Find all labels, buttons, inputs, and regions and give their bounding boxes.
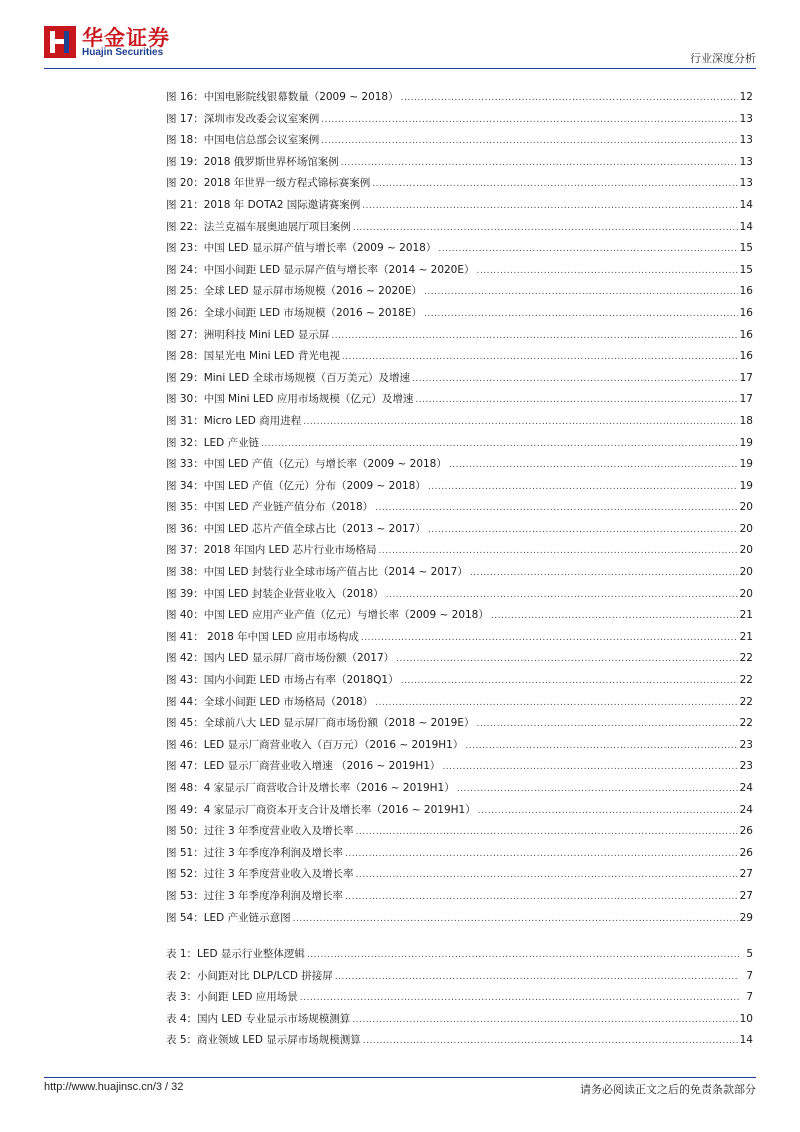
figure-toc-entry[interactable]: [166, 348, 753, 370]
toc-entry-page: 23: [739, 738, 753, 751]
toc-entry-label: 图 33：中国 LED 产值（亿元）与增长率（2009 ~ 2018）: [166, 458, 447, 471]
toc-entry-label: 图 45：全球前八大 LED 显示屏厂商市场份额（2018 ~ 2019E）: [166, 717, 475, 730]
toc-entry-label: 图 27：洲明科技 Mini LED 显示屏: [166, 328, 330, 341]
toc-entry-label: 图 20：2018 年世界一级方程式锦标赛案例: [166, 177, 371, 190]
toc-entry-page: 20: [739, 501, 753, 514]
toc-entry-page: 19: [739, 479, 753, 492]
toc-entry-label: 图 19：2018 俄罗斯世界杯场馆案例: [166, 155, 339, 168]
dot-leader: [352, 1015, 737, 1025]
dot-leader: [363, 1036, 738, 1046]
figure-toc-entry[interactable]: [166, 413, 753, 435]
dot-leader: [321, 136, 737, 146]
figure-toc-entry[interactable]: [166, 132, 753, 154]
toc-entry-label: 图 37：2018 年国内 LED 芯片行业市场格局: [166, 544, 377, 557]
toc-entry-page: 24: [739, 803, 753, 816]
toc-entry-label: 图 21：2018 年 DOTA2 国际邀请赛案例: [166, 198, 361, 211]
toc-entry-page: 20: [739, 587, 753, 600]
dot-leader: [449, 460, 738, 470]
toc-entry-label: 图 26：全球小间距 LED 市场规模（2016 ~ 2018E）: [166, 306, 422, 319]
toc-entry-page: 24: [739, 782, 753, 794]
toc-entry-page: 17: [739, 393, 753, 406]
table-toc-entry[interactable]: [166, 968, 753, 990]
dot-leader: [303, 417, 737, 427]
toc-entry-page: 20: [739, 566, 753, 579]
toc-entry-page: 22: [739, 674, 753, 687]
dot-leader: [401, 676, 738, 686]
toc-entry-label: 图 22：法兰克福车展奥迪展厅项目案例: [166, 220, 351, 233]
toc-entry-page: 21: [739, 630, 753, 643]
toc-entry-label: 图 29：Mini LED 全球市场规模（百万美元）及增速: [166, 371, 410, 384]
figure-toc-entry[interactable]: [166, 391, 753, 413]
toc-entry-label: 图 44：全球小间距 LED 市场格局（2018）: [166, 695, 374, 708]
dot-leader: [477, 266, 738, 276]
toc-entry-page: 10: [739, 1012, 753, 1025]
dot-leader: [401, 93, 738, 103]
toc-entry-label: 图 23：中国 LED 显示屏产值与增长率（2009 ~ 2018）: [166, 242, 437, 255]
toc-entry-page: 14: [739, 198, 753, 211]
toc-entry-page: 13: [739, 134, 753, 147]
dot-leader: [335, 972, 739, 982]
dot-leader: [379, 546, 738, 556]
figure-toc-entry[interactable]: [166, 89, 753, 111]
toc-entry-page: 17: [739, 371, 753, 384]
toc-entry-page: 13: [739, 177, 753, 190]
toc-entry-label: 图 46：LED 显示厂商营业收入（百万元）（2016 ~ 2019H1）: [166, 738, 464, 751]
dot-leader: [438, 244, 737, 254]
toc-entry-label: 图 51：过往 3 年季度净利润及增长率: [166, 846, 344, 859]
dot-leader: [478, 806, 738, 816]
dot-leader: [356, 870, 738, 880]
toc-entry-page: 22: [739, 652, 753, 665]
toc-entry-label: 图 39：中国 LED 封装企业营业收入（2018）: [166, 587, 384, 600]
toc-entry-page: 14: [739, 220, 753, 233]
toc-entry-label: 图 30：中国 Mini LED 应用市场规模（亿元）及增速: [166, 393, 414, 406]
dot-leader: [362, 201, 737, 211]
toc-entry-page: 13: [739, 112, 753, 125]
toc-entry-label: 表 1：LED 显示行业整体逻辑: [166, 948, 305, 960]
figure-toc-entry[interactable]: [166, 910, 753, 932]
toc-entry-label: 图 16：中国电影院线银幕数量（2009 ~ 2018）: [166, 91, 399, 103]
toc-entry-label: 图 41： 2018 年中国 LED 应用市场构成: [166, 630, 359, 643]
dot-leader: [428, 525, 738, 535]
table-toc-entry[interactable]: [166, 946, 753, 968]
figure-toc-entry[interactable]: [166, 542, 753, 564]
figure-toc-entry[interactable]: [166, 758, 753, 780]
page-header: [0, 0, 800, 70]
toc-entry-label: 图 28：国星光电 Mini LED 背光电视: [166, 350, 340, 363]
dot-leader: [342, 352, 738, 362]
dot-leader: [424, 287, 738, 297]
dot-leader: [353, 223, 738, 233]
figure-toc-entry[interactable]: [166, 456, 753, 478]
figure-toc-entry[interactable]: [166, 780, 753, 802]
dot-leader: [375, 503, 737, 513]
toc-entry-label: 图 24：中国小间距 LED 显示屏产值与增长率（2014 ~ 2020E）: [166, 263, 475, 276]
figure-toc-entry[interactable]: [166, 823, 753, 845]
figure-toc-entry[interactable]: [166, 154, 753, 176]
dot-leader: [477, 719, 738, 729]
dot-leader: [415, 395, 737, 405]
figure-toc-entry[interactable]: [166, 499, 753, 521]
toc-entry-label: 图 17：深圳市发改委会议室案例: [166, 112, 320, 125]
toc-entry-page: 16: [739, 350, 753, 363]
figure-toc-entry[interactable]: [166, 478, 753, 500]
dot-leader: [345, 892, 738, 902]
toc-entry-page: 16: [739, 328, 753, 341]
dot-leader: [372, 179, 737, 189]
toc-entry-label: 表 4：国内 LED 专业显示市场规模测算: [166, 1012, 351, 1025]
figure-toc-entry[interactable]: [166, 262, 753, 284]
toc-entry-label: 图 43：国内小间距 LED 市场占有率（2018Q1）: [166, 674, 399, 687]
brand-name-en: Huajin Securities: [82, 47, 164, 58]
header-divider: [44, 68, 756, 69]
toc-entry-page: 12: [739, 91, 753, 103]
dot-leader: [428, 482, 738, 492]
toc-entry-label: 图 40：中国 LED 应用产业产值（亿元）与增长率（2009 ~ 2018）: [166, 609, 489, 622]
toc-entry-page: 23: [739, 760, 753, 773]
toc-entry-page: 20: [739, 544, 753, 557]
figure-toc-entry[interactable]: [166, 327, 753, 349]
toc-entry-label: 图 42：国内 LED 显示屏厂商市场份额（2017）: [166, 652, 395, 665]
table-toc-entry[interactable]: [166, 989, 753, 1011]
figure-toc-entry[interactable]: [166, 866, 753, 888]
footer-divider: [44, 1077, 756, 1078]
footer-url-page: http://www.huajinsc.cn/3 / 32: [44, 1081, 184, 1093]
toc-entry-page: 5: [746, 948, 753, 960]
toc-entry-page: 22: [739, 695, 753, 708]
dot-leader: [465, 741, 737, 751]
toc-entry-label: 图 47：LED 显示厂商营业收入增速 （2016 ~ 2019H1）: [166, 760, 441, 773]
dot-leader: [470, 568, 738, 578]
figure-toc-entry[interactable]: [166, 672, 753, 694]
toc-entry-label: 表 5：商业领域 LED 显示屏市场规模测算: [166, 1034, 361, 1047]
dot-leader: [293, 914, 738, 924]
figure-toc-entry[interactable]: [166, 845, 753, 867]
figure-toc-entry[interactable]: [166, 435, 753, 457]
table-list: [166, 946, 753, 1054]
dot-leader: [261, 439, 738, 449]
toc-entry-page: 21: [739, 609, 753, 622]
huajin-logo-icon: [44, 26, 76, 58]
toc-entry-label: 表 3：小间距 LED 应用场景: [166, 991, 298, 1004]
figure-toc-entry[interactable]: [166, 694, 753, 716]
toc-entry-label: 图 54：LED 产业链示意图: [166, 911, 291, 924]
dot-leader: [396, 654, 737, 664]
toc-entry-label: 图 34：中国 LED 产值（亿元）分布（2009 ~ 2018）: [166, 479, 426, 492]
figure-toc-entry[interactable]: [166, 305, 753, 327]
toc-entry-label: 表 2：小间距对比 DLP/LCD 拼接屏: [166, 969, 333, 982]
toc-entry-label: 图 50：过往 3 年季度营业收入及增长率: [166, 825, 354, 838]
toc-entry-page: 7: [746, 991, 753, 1004]
figure-toc-entry[interactable]: [166, 111, 753, 133]
toc-entry-page: 29: [739, 911, 753, 924]
toc-entry-page: 15: [739, 263, 753, 276]
dot-leader: [412, 374, 738, 384]
dot-leader: [356, 827, 738, 837]
figure-toc-entry[interactable]: [166, 715, 753, 737]
toc-entry-label: 图 36：中国 LED 芯片产值全球占比（2013 ~ 2017）: [166, 522, 426, 535]
dot-leader: [300, 993, 739, 1003]
dot-leader: [424, 309, 738, 319]
toc-entry-page: 27: [739, 889, 753, 902]
figure-toc-entry[interactable]: [166, 607, 753, 629]
figure-toc-entry[interactable]: [166, 197, 753, 219]
toc-entry-page: 19: [739, 436, 753, 449]
dot-leader: [361, 633, 738, 643]
table-toc-entry[interactable]: [166, 1011, 753, 1033]
toc-entry-label: 图 25：全球 LED 显示屏市场规模（2016 ~ 2020E）: [166, 285, 422, 298]
toc-entry-label: 图 32：LED 产业链: [166, 436, 260, 449]
toc-entry-page: 27: [739, 868, 753, 881]
toc-entry-label: 图 52：过往 3 年季度营业收入及增长率: [166, 868, 354, 881]
toc-entry-page: 15: [739, 242, 753, 255]
toc-entry-label: 图 48：4 家显示厂商营收合计及增长率（2016 ~ 2019H1）: [166, 782, 455, 794]
figure-toc-entry[interactable]: [166, 175, 753, 197]
toc-entry-page: 16: [739, 306, 753, 319]
footer-disclaimer: 请务必阅读正文之后的免责条款部分: [580, 1083, 756, 1096]
toc-entry-page: 26: [739, 825, 753, 838]
dot-leader: [375, 698, 737, 708]
figure-toc-entry[interactable]: [166, 737, 753, 759]
toc-entry-label: 图 35：中国 LED 产业链产值分布（2018）: [166, 501, 374, 514]
toc-entry-page: 20: [739, 522, 753, 535]
toc-entry-page: 13: [739, 155, 753, 168]
dot-leader: [341, 158, 738, 168]
figure-toc-entry[interactable]: [166, 629, 753, 651]
figure-toc-entry[interactable]: [166, 370, 753, 392]
dot-leader: [386, 590, 738, 600]
toc-entry-page: 18: [739, 414, 753, 427]
figure-toc-entry[interactable]: [166, 586, 753, 608]
dot-leader: [321, 115, 737, 125]
table-toc-entry[interactable]: [166, 1032, 753, 1054]
toc-entry-page: 19: [739, 458, 753, 471]
toc-entry-label: 图 49：4 家显示厂商资本开支合计及增长率（2016 ~ 2019H1）: [166, 803, 476, 816]
toc-entry-label: 图 31：Micro LED 商用进程: [166, 414, 302, 427]
dot-leader: [442, 762, 737, 772]
toc-entry-page: 16: [739, 285, 753, 298]
figure-toc-entry[interactable]: [166, 802, 753, 824]
dot-leader: [491, 611, 738, 621]
dot-leader: [457, 784, 738, 794]
dot-leader: [331, 331, 737, 341]
figure-toc-entry[interactable]: [166, 240, 753, 262]
figure-toc-entry[interactable]: [166, 521, 753, 543]
toc-entry-page: 7: [746, 969, 753, 982]
figure-toc-entry[interactable]: [166, 283, 753, 305]
toc-entry-page: 22: [739, 717, 753, 730]
toc-entry-label: 图 38：中国 LED 封装行业全球市场产值占比（2014 ~ 2017）: [166, 566, 468, 579]
figure-toc-entry[interactable]: [166, 888, 753, 910]
toc-entry-label: 图 53：过往 3 年季度净利润及增长率: [166, 889, 344, 902]
figure-list: [166, 89, 753, 931]
brand-name-cn: 华金证券: [82, 26, 170, 50]
figure-toc-entry[interactable]: [166, 650, 753, 672]
toc-entry-label: 图 18：中国电信总部会议室案例: [166, 134, 320, 147]
dot-leader: [307, 950, 739, 960]
figure-toc-entry[interactable]: [166, 564, 753, 586]
toc-entry-page: 26: [739, 846, 753, 859]
dot-leader: [345, 849, 738, 859]
report-type: 行业深度分析: [690, 52, 756, 65]
toc-entry-page: 14: [739, 1034, 753, 1047]
figure-toc-entry[interactable]: [166, 219, 753, 241]
